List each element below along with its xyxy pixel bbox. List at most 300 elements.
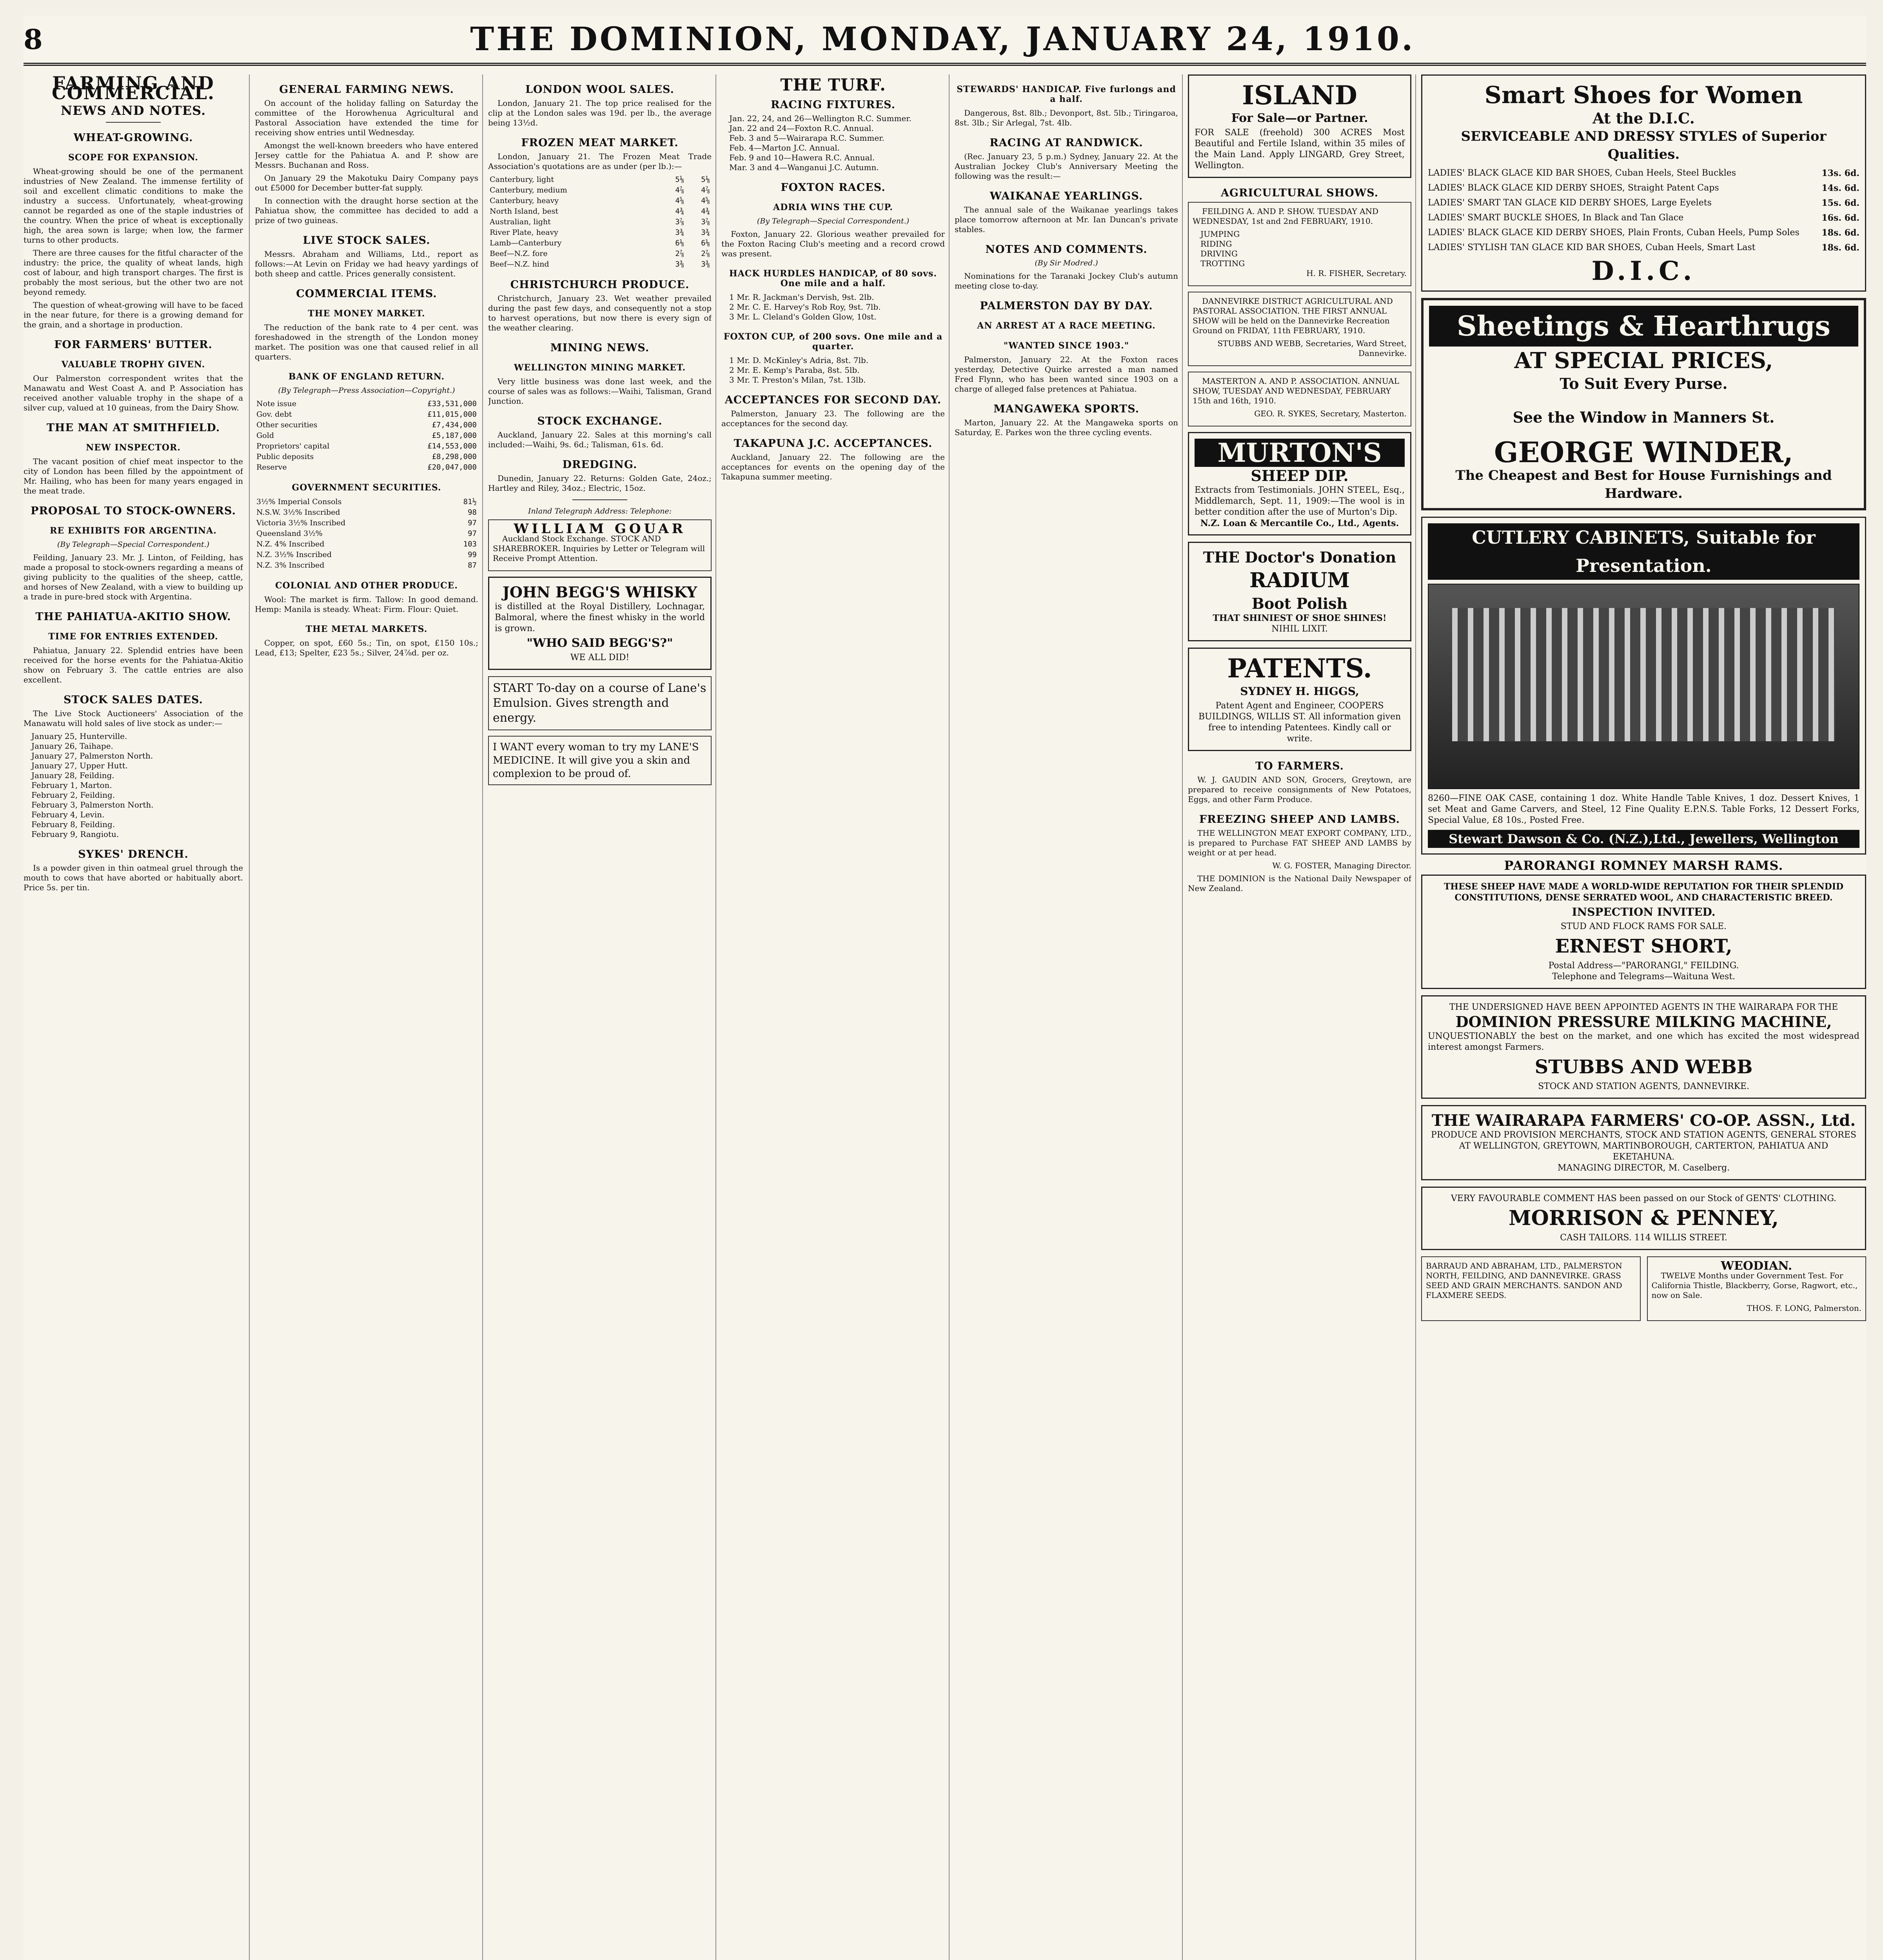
article-subheading: SCOPE FOR EXPANSION.	[68, 152, 198, 163]
article-paragraph: Dunedin, January 22. Returns: Golden Gate, 24oz.; Hartley and Riley, 34oz.; Electric, 15oz.	[488, 474, 712, 493]
article-paragraph: Very little business was done last week, and the course of sales was as follows:—Waihi, Talisman, Grand Junction.	[488, 377, 712, 406]
race-heading: STEWARDS' HANDICAP. Five furlongs and a half.	[957, 84, 1176, 104]
ad-subtitle: AT SPECIAL PRICES,	[1514, 348, 1773, 374]
list-item: February 4, Levin.	[31, 810, 105, 819]
table-row	[255, 507, 478, 518]
article-paragraph: Dangerous, 8st. 8lb.; Devonport, 8st. 5lb.; Tiringaroa, 8st. 3lb.; Sir Arlegal, 7st. 4lb.	[955, 108, 1178, 127]
article-heading: TO FARMERS.	[1255, 760, 1344, 772]
article-subheading: COLONIAL AND OTHER PRODUCE.	[275, 581, 458, 591]
ad-tagline: NIHIL LIXIT.	[1271, 624, 1328, 634]
column-rule	[482, 74, 483, 1960]
ad-contact: Postal Address—"PARORANGI," FEILDING.	[1548, 961, 1739, 971]
list-item: Jan. 22 and 24—Foxton R.C. Annual.	[729, 123, 874, 133]
table-cell: Lamb—Canterbury	[490, 239, 562, 247]
ad-brand: RADIUM	[1249, 568, 1350, 592]
article-paragraph: The annual sale of the Waikanae yearlings takes place tomorrow afternoon at Mr. Ian Duncan's private stables.	[955, 205, 1178, 234]
cutlery-cabinet-image	[1428, 584, 1859, 789]
article-heading: AGRICULTURAL SHOWS.	[1220, 187, 1379, 199]
price-line	[1428, 242, 1859, 254]
table-cell: 3½% Imperial Consols	[256, 497, 342, 506]
article-heading: LIVE STOCK SALES.	[303, 234, 430, 247]
table-cell: 87	[468, 561, 477, 570]
ad-title: DOMINION PRESSURE MILKING MACHINE,	[1455, 1013, 1832, 1031]
dic-shoes-advertisement	[1421, 74, 1866, 292]
murton-sheep-dip-advertisement	[1188, 432, 1411, 535]
article-paragraph: On January 29 the Makotuku Dairy Company pays out £5000 for December butter-fat supply.	[255, 173, 478, 192]
advertisement-column	[1421, 74, 1866, 1960]
ad-tagline: WE ALL DID!	[570, 653, 630, 662]
article-paragraph: The question of wheat-growing will have to be faced in the near future, for there is a growing demand for the grain, and a shortage in production.	[24, 300, 243, 329]
page-number: 8	[24, 23, 43, 56]
table-cell: 6⅛	[675, 239, 685, 247]
ad-title: ISLAND	[1242, 80, 1357, 111]
item-name: LADIES' BLACK GLACE KID DERBY SHOES, Plain Fronts, Cuban Heels, Pump Soles	[1428, 228, 1799, 238]
table-row	[255, 452, 478, 462]
article-paragraph: THE DOMINION is the National Daily Newspaper of New Zealand.	[1188, 874, 1411, 893]
article-subheading: THE METAL MARKETS.	[305, 624, 428, 634]
byline: (By Telegraph—Special Correspondent.)	[757, 217, 910, 225]
ad-text: THESE SHEEP HAVE MADE A WORLD-WIDE REPUTATION FOR THEIR SPLENDID CONSTITUTIONS, DENSE SERRATED WOOL, AND CHARACTERISTIC BREED.	[1444, 882, 1844, 903]
telegraph-line: Inland Telegraph Address: Telephone:	[528, 507, 672, 515]
article-paragraph: Foxton, January 22. Glorious weather prevailed for the Foxton Racing Club's meeting and a record crowd was present.	[721, 229, 945, 258]
list-item: Jan. 22, 24, and 26—Wellington R.C. Summer.	[729, 114, 912, 123]
ad-text: 8260—FINE OAK CASE, containing 1 doz. White Handle Table Knives, 1 doz. Dessert Knives, 1 set Meat and Game Carvers, and Steel, 12 Fine Quality E.P.N.S. Table Forks, 12 Dessert Forks, Special Value, £8 10s., Posted Free.	[1428, 793, 1859, 825]
ad-text: FEILDING A. AND P. SHOW. TUESDAY AND WEDNESDAY, 1st and 2nd FEBRUARY, 1910.	[1193, 207, 1379, 226]
table-row	[488, 185, 712, 196]
table-row	[255, 497, 478, 507]
lane-emulsion-advertisement: START To-day on a course of Lane's Emulsion. Gives strength and energy.	[488, 676, 712, 730]
race-result: 2 Mr. C. E. Harvey's Rob Roy, 9st. 7lb.	[729, 302, 881, 312]
table-cell: Gold	[256, 431, 274, 440]
ad-title: JOHN BEGG'S WHISKY	[502, 583, 697, 601]
ad-tagline: THAT SHINIEST OF SHOE SHINES!	[1213, 613, 1387, 623]
table-cell: 99	[468, 550, 477, 559]
table-cell: 5⅛	[701, 175, 710, 184]
ad-text: Patent Agent and Engineer, COOPERS BUILDINGS, WILLIS ST. All information given free to intending Patentees. Kindly call or write.	[1198, 701, 1401, 744]
article-subheading: AN ARREST AT A RACE MEETING.	[977, 321, 1156, 331]
byline: (By Sir Modred.)	[1035, 259, 1098, 267]
item-name: LADIES' STYLISH TAN GLACE KID BAR SHOES, Cuban Heels, Smart Last	[1428, 243, 1756, 252]
article-paragraph: Christchurch, January 23. Wet weather prevailed during the past few days, and consequently not a stop to harvest operations, but now there is every sign of the weather clearing.	[488, 294, 712, 332]
table-cell: 103	[463, 540, 477, 548]
item-name: LADIES' BLACK GLACE KID BAR SHOES, Cuban Heels, Steel Buckles	[1428, 168, 1736, 178]
column-rule	[1415, 74, 1416, 1960]
item-price: 15s. 6d.	[1821, 198, 1859, 208]
ad-title: Smart Shoes for Women	[1484, 82, 1803, 109]
article-paragraph: (Rec. January 23, 5 p.m.) Sydney, January 22. At the Australian Jockey Club's Anniversary Meeting the following was the result:—	[955, 152, 1178, 181]
table-cell: £11,015,000	[427, 410, 477, 419]
list-item: Feb. 9 and 10—Hawera R.C. Annual.	[729, 153, 875, 162]
masthead-title: THE DOMINION, MONDAY, JANUARY 24, 1910.	[470, 20, 1415, 58]
article-paragraph: THE WELLINGTON MEAT EXPORT COMPANY, LTD., is prepared to Purchase FAT SHEEP AND LAMBS by weight or at per head.	[1188, 828, 1411, 857]
table-cell: £8,298,000	[432, 452, 477, 461]
list-item: DRIVING	[1200, 249, 1238, 258]
table-cell: Reserve	[256, 463, 287, 472]
table-cell: Australian, light	[490, 218, 551, 226]
price-line	[1428, 227, 1859, 239]
article-subheading: VALUABLE TROPHY GIVEN.	[61, 359, 205, 370]
table-row	[488, 227, 712, 238]
list-item: February 8, Feilding.	[31, 820, 115, 829]
article-heading: FOR FARMERS' BUTTER.	[54, 339, 212, 351]
article-heading: LONDON WOOL SALES.	[525, 83, 674, 96]
divider	[572, 499, 627, 500]
item-name: LADIES' SMART TAN GLACE KID DERBY SHOES, Large Eyelets	[1428, 198, 1712, 208]
gouar-advertisement	[488, 519, 712, 571]
list-item: January 25, Hunterville.	[31, 731, 127, 741]
frozen-meat-table	[488, 174, 712, 270]
morrison-penney-advertisement	[1421, 1187, 1866, 1250]
article-paragraph: Auckland, January 22. The following are the acceptances for events on the opening day of the Takapuna summer meeting.	[721, 452, 945, 481]
list-item: Feb. 3 and 5—Wairarapa R.C. Summer.	[729, 133, 884, 143]
article-paragraph: London, January 21. The top price realised for the clip at the London sales was 19d. per lb., the average being 13½d.	[488, 98, 712, 127]
article-heading: TAKAPUNA J.C. ACCEPTANCES.	[734, 437, 933, 450]
table-cell: Proprietors' capital	[256, 442, 330, 450]
item-price: 16s. 6d.	[1821, 213, 1859, 223]
column-4	[721, 74, 945, 1960]
list-item: TROTTING	[1200, 259, 1245, 268]
ad-subtitle: INSPECTION INVITED.	[1572, 906, 1716, 918]
table-cell: Beef—N.Z. hind	[490, 260, 549, 269]
price-line	[1428, 212, 1859, 224]
column-rule	[949, 74, 950, 1960]
newspaper-page	[24, 16, 1866, 1960]
table-row	[488, 174, 712, 185]
bottom-ads-row	[1421, 1256, 1866, 1327]
patents-advertisement	[1188, 648, 1411, 751]
ad-text: See the Window in Manners St.	[1513, 408, 1775, 426]
article-subheading: "WANTED SINCE 1903."	[1003, 341, 1129, 351]
romney-rams-advertisement	[1421, 875, 1866, 989]
list-item: February 1, Marton.	[31, 780, 112, 790]
ad-title: PATENTS.	[1227, 653, 1372, 684]
table-cell: 4⅝	[675, 196, 685, 205]
article-heading: MANGAWEKA SPORTS.	[993, 403, 1140, 415]
table-cell: North Island, best	[490, 207, 558, 216]
table-row	[488, 238, 712, 249]
article-subheading: GOVERNMENT SECURITIES.	[292, 483, 441, 493]
column-rule	[715, 74, 716, 1960]
table-row	[488, 217, 712, 227]
article-paragraph: Marton, January 22. At the Mangaweka sports on Saturday, E. Parkes won the three cycling events.	[955, 418, 1178, 437]
advertiser-name: MORRISON & PENNEY,	[1508, 1206, 1779, 1230]
table-cell: 4⅞	[701, 186, 710, 194]
winder-advertisement	[1421, 298, 1866, 510]
race-result: 3 Mr. T. Preston's Milan, 7st. 13lb.	[729, 375, 866, 385]
milking-machine-advertisement	[1421, 995, 1866, 1099]
table-cell: £20,047,000	[427, 463, 477, 472]
table-cell: N.S.W. 3½% Inscribed	[256, 508, 340, 517]
article-paragraph: W. J. GAUDIN AND SON, Grocers, Greytown, are prepared to receive consignments of New Potatoes, Eggs, and other Farm Produce.	[1188, 775, 1411, 804]
article-heading: COMMERCIAL ITEMS.	[296, 288, 437, 300]
list-item: February 3, Palmerston North.	[31, 800, 154, 809]
ad-text: Extracts from Testimonials. JOHN STEEL, Esq., Middlemarch, Sept. 11, 1909:—The wool is in better condition after the use of Murton's Dip.	[1195, 485, 1405, 517]
article-heading: SYKES' DRENCH.	[78, 848, 189, 860]
list-item: February 2, Feilding.	[31, 790, 115, 800]
ad-text: TWELVE Months under Government Test. For California Thistle, Blackberry, Gorse, Ragwort, etc., now on Sale.	[1651, 1271, 1858, 1300]
byline: (By Telegraph—Special Correspondent.)	[57, 540, 210, 549]
ad-contact: GEO. R. SYKES, Secretary, Masterton.	[1254, 409, 1407, 418]
article-paragraph: Nominations for the Taranaki Jockey Club's autumn meeting close to-day.	[955, 271, 1178, 290]
item-price: 14s. 6d.	[1821, 183, 1859, 193]
column-5	[955, 74, 1178, 1960]
table-row	[255, 441, 478, 452]
ad-subtitle: SYDNEY H. HIGGS,	[1240, 685, 1359, 698]
list-item: January 27, Palmerston North.	[31, 751, 153, 760]
article-heading: STOCK SALES DATES.	[64, 694, 203, 706]
ad-contact: THOS. F. LONG, Palmerston.	[1747, 1303, 1861, 1313]
table-cell: Canterbury, medium	[490, 186, 567, 194]
race-result: 1 Mr. R. Jackman's Dervish, 9st. 2lb.	[729, 292, 874, 302]
ad-title: THE Doctor's Donation	[1203, 548, 1396, 566]
ad-text: STUD AND FLOCK RAMS FOR SALE.	[1560, 922, 1727, 931]
ad-text: PRODUCE AND PROVISION MERCHANTS, STOCK AND STATION AGENTS, GENERAL STORES AT WELLINGTON, GREYTOWN, MARTINBOROUGH, CARTERTON, PAHIATUA AND EKETAHUNA.	[1431, 1130, 1856, 1162]
article-heading: STOCK EXCHANGE.	[537, 415, 663, 427]
article-heading: DREDGING.	[562, 459, 637, 471]
ad-text: FOR SALE (freehold) 300 ACRES Most Beautiful and Fertile Island, within 35 miles of the Main Land. Apply LINGARD, Grey Street, Wellington.	[1195, 128, 1405, 171]
item-price: 18s. 6d.	[1821, 228, 1859, 238]
item-name: LADIES' SMART BUCKLE SHOES, In Black and Tan Glace	[1428, 213, 1684, 223]
article-subheading: RE EXHIBITS FOR ARGENTINA.	[50, 526, 217, 536]
column-6	[1188, 74, 1411, 1960]
article-heading: ACCEPTANCES FOR SECOND DAY.	[725, 394, 942, 406]
ad-text: Auckland Stock Exchange. STOCK AND SHAREBROKER. Inquiries by Letter or Telegram will Receive Prompt Attention.	[493, 534, 705, 563]
article-paragraph: Feilding, January 23. Mr. J. Linton, of Feilding, has made a proposal to stock-owners regarding a means of giving publicity to the qualities of the sheep, cattle, and horses of New Zealand, with a view to building up a trade in pure-bred stock with Argentina.	[24, 553, 243, 601]
table-cell: Canterbury, light	[490, 175, 554, 184]
table-cell: £7,434,000	[432, 421, 477, 429]
article-heading: PALMERSTON DAY BY DAY.	[980, 300, 1153, 312]
doctors-donation-advertisement	[1188, 542, 1411, 641]
article-paragraph: Palmerston, January 23. The following are the acceptances for the second day.	[721, 409, 945, 428]
article-paragraph: In connection with the draught horse section at the Pahiatua show, the committee has decided to add a prize of two guineas.	[255, 196, 478, 225]
table-cell: 4¾	[701, 207, 710, 216]
dannevirke-show-advertisement	[1188, 292, 1411, 366]
fixtures-list	[721, 114, 945, 172]
table-cell: 3¾	[675, 228, 685, 237]
ad-contact: H. R. FISHER, Secretary.	[1306, 269, 1407, 278]
table-cell: 3⅜	[675, 260, 685, 269]
article-heading: WHEAT-GROWING.	[73, 132, 193, 144]
begg-whisky-advertisement	[488, 577, 712, 670]
article-paragraph: Auckland, January 22. Sales at this morning's call included:—Waihi, 9s. 6d.; Talisman, 61s. 6d.	[488, 430, 712, 449]
ad-text: MASTERTON A. AND P. ASSOCIATION. ANNUAL SHOW, TUESDAY AND WEDNESDAY, FEBRUARY 15th and 16th, 1910.	[1193, 376, 1399, 405]
ad-subtitle: For Sale—or Partner.	[1231, 111, 1368, 125]
ad-title: Sheetings & Hearthrugs	[1429, 306, 1858, 347]
table-cell: River Plate, heavy	[490, 228, 558, 237]
table-cell: 2⅞	[675, 249, 685, 258]
advertiser-name: GEORGE WINDER,	[1494, 436, 1793, 469]
column-1	[24, 74, 243, 1960]
ad-contact: MANAGING DIRECTOR, M. Caselberg.	[1557, 1163, 1730, 1173]
table-cell: 4⅞	[675, 186, 685, 194]
table-row	[488, 206, 712, 217]
table-cell: N.Z. 3% Inscribed	[256, 561, 325, 570]
ad-text: UNQUESTIONABLY the best on the market, and one which has excited the most widespread interest amongst Farmers.	[1428, 1031, 1859, 1052]
ad-subtitle: SHEEP DIP.	[1251, 467, 1349, 485]
article-paragraph: London, January 21. The Frozen Meat Trade Association's quotations are as under (per lb.):—	[488, 152, 712, 171]
article-heading: PROPOSAL TO STOCK-OWNERS.	[31, 505, 236, 517]
ad-contact: STUBBS AND WEBB, Secretaries, Ward Street, Dannevirke.	[1217, 339, 1407, 358]
table-cell: 81½	[463, 497, 477, 506]
list-item: Mar. 3 and 4—Wanganui J.C. Autumn.	[729, 163, 879, 172]
masterton-show-advertisement	[1188, 372, 1411, 426]
column-rule	[1182, 74, 1183, 1960]
article-paragraph: Wheat-growing should be one of the permanent industries of New Zealand. The immense fertility of soil and excellent climatic conditions to make the industry a success. Unfortunately, wheat-growing cannot be regarded as one of the staple industries of the country. When the price of wheat is exceptionally high, the area sown is large; when low, the farmer turns to other products.	[24, 167, 243, 245]
advertiser-name: ERNEST SHORT,	[1555, 935, 1732, 957]
article-paragraph: On account of the holiday falling on Saturday the committee of the Horowhenua Agricultural and Pastoral Association have extended the time for receiving show entries until Wednesday.	[255, 98, 478, 137]
table-cell: 98	[468, 508, 477, 517]
ad-text: is distilled at the Royal Distillery, Lochnagar, Balmoral, where the finest whisky in the world is grown.	[495, 602, 705, 633]
island-advertisement	[1188, 74, 1411, 178]
ad-title: MURTON'S	[1195, 439, 1405, 467]
article-paragraph: Pahiatua, January 22. Splendid entries have been received for the horse events for the Pahiatua-Akitio show on February 3. The cattle entries are also excellent.	[24, 646, 243, 684]
ad-title: THE WAIRARAPA FARMERS' CO-OP. ASSN., Ltd.	[1431, 1111, 1856, 1130]
table-row	[488, 249, 712, 259]
bank-return-table	[255, 399, 478, 473]
column-rule	[249, 74, 250, 1960]
weodian-advertisement	[1647, 1256, 1867, 1321]
race-heading: FOXTON CUP, of 200 sovs. One mile and a quarter.	[723, 332, 943, 352]
table-cell: N.Z. 4% Inscribed	[256, 540, 325, 548]
article-subheading: TIME FOR ENTRIES EXTENDED.	[48, 632, 218, 642]
table-row	[488, 196, 712, 206]
lane-medicine-advertisement: I WANT every woman to try my LANE'S MEDICINE. It will give you a skin and complexion to be proud of.	[488, 736, 712, 785]
table-cell: 3¾	[701, 228, 710, 237]
article-paragraph: Our Palmerston correspondent writes that the Manawatu and West Coast A. and P. Association has received another valuable trophy in the shape of a silver cup, valued at 10 guineas, from the Dairy Show.	[24, 374, 243, 412]
table-cell: 5⅛	[675, 175, 685, 184]
article-heading: MINING NEWS.	[550, 342, 650, 354]
table-cell: 3⅞	[675, 218, 685, 226]
advertiser-name: STUBBS AND WEBB	[1534, 1056, 1753, 1078]
article-heading: THE MAN AT SMITHFIELD.	[46, 422, 220, 434]
list-item: January 27, Upper Hutt.	[31, 761, 128, 770]
article-paragraph: The vacant position of chief meat inspector to the city of London has been filled by the appointment of Mr. Hailing, who has been for many years engaged in the meat trade.	[24, 457, 243, 495]
article-heading: WAIKANAE YEARLINGS.	[990, 190, 1143, 202]
table-row	[255, 462, 478, 473]
article-paragraph: The Live Stock Auctioneers' Association of the Manawatu will hold sales of live stock as under:—	[24, 709, 243, 728]
article-heading: CHRISTCHURCH PRODUCE.	[510, 279, 690, 291]
ad-text: VERY FAVOURABLE COMMENT HAS been passed on our Stock of GENTS' CLOTHING.	[1451, 1194, 1837, 1203]
ad-title: WEODIAN.	[1721, 1259, 1792, 1273]
table-row	[255, 528, 478, 539]
article-paragraph: Palmerston, January 22. At the Foxton races yesterday, Detective Quirke arrested a man named Fred Flynn, who has been wanted since 1903 on a charge of alleged false pretences at Pahiatua.	[955, 355, 1178, 394]
feilding-show-advertisement	[1188, 202, 1411, 286]
table-row	[255, 560, 478, 571]
article-heading: RACING FIXTURES.	[771, 99, 895, 111]
table-row	[255, 399, 478, 409]
barraud-advertisement: BARRAUD AND ABRAHAM, LTD., PALMERSTON NORTH, FEILDING, AND DANNEVIRKE. GRASS SEED AND GRAIN MERCHANTS. SANDON AND FLAXMERE SEEDS.	[1421, 1256, 1641, 1321]
article-subheading: NEW INSPECTOR.	[86, 443, 181, 453]
dic-logo: D.I.C.	[1591, 256, 1696, 286]
race-result: 1 Mr. D. McKinley's Adria, 8st. 7lb.	[729, 356, 869, 365]
table-cell: Note issue	[256, 399, 297, 408]
shoe-price-list	[1428, 167, 1859, 254]
table-cell: 4⅝	[701, 196, 710, 205]
table-cell: 6⅛	[701, 239, 710, 247]
article-heading: FREEZING SHEEP AND LAMBS.	[1199, 813, 1400, 826]
wairarapa-farmers-advertisement	[1421, 1105, 1866, 1180]
table-cell: 4¾	[675, 207, 685, 216]
ad-tagline: The Cheapest and Best for House Furnishings and Hardware.	[1455, 468, 1832, 501]
table-row	[255, 518, 478, 528]
ad-contact: CASH TAILORS. 114 WILLIS STREET.	[1560, 1233, 1727, 1243]
table-cell: £33,531,000	[427, 399, 477, 408]
byline: (By Telegraph—Press Association—Copyright.)	[278, 386, 455, 395]
table-row	[255, 409, 478, 420]
ad-subtitle: Boot Polish	[1251, 595, 1348, 612]
table-row	[488, 259, 712, 270]
table-cell: 97	[468, 519, 477, 527]
price-line	[1428, 197, 1859, 209]
table-row	[255, 430, 478, 441]
advertiser-name: WILLIAM GOUAR	[514, 521, 686, 537]
table-cell: £14,553,000	[427, 442, 477, 450]
list-item: January 28, Feilding.	[31, 771, 114, 780]
price-line	[1428, 167, 1859, 179]
race-result: 2 Mr. E. Kemp's Paraba, 8st. 5lb.	[729, 365, 860, 375]
article-paragraph: Messrs. Abraham and Williams, Ltd., report as follows:—At Levin on Friday we had heavy yardings of both sheep and cattle. Prices generally consistent.	[255, 249, 478, 278]
turf-heading: THE TURF.	[780, 75, 886, 94]
list-item: February 9, Rangiotu.	[31, 829, 119, 839]
article-heading: GENERAL FARMING NEWS.	[279, 83, 454, 96]
list-item: JUMPING	[1200, 229, 1240, 239]
article-subheading: THE MONEY MARKET.	[308, 309, 425, 319]
article-heading: PARORANGI ROMNEY MARSH RAMS.	[1504, 858, 1783, 873]
section-title: FARMING AND COMMERCIAL.	[52, 74, 215, 103]
race-heading: HACK HURDLES HANDICAP, of 80 sovs. One mile and a half.	[729, 269, 937, 289]
ad-text: THE UNDERSIGNED HAVE BEEN APPOINTED AGENTS IN THE WAIRARAPA FOR THE	[1449, 1002, 1838, 1012]
table-cell: 97	[468, 529, 477, 538]
ad-title: CUTLERY CABINETS, Suitable for Presentation.	[1428, 523, 1859, 580]
table-cell: Beef—N.Z. fore	[490, 249, 548, 258]
sale-dates-list	[24, 731, 243, 839]
race-result: 3 Mr. L. Cleland's Golden Glow, 10st.	[729, 312, 877, 321]
ad-subtitle: At the D.I.C.	[1592, 109, 1695, 127]
table-row	[255, 539, 478, 550]
table-row	[255, 420, 478, 430]
article-heading: RACING AT RANDWICK.	[990, 137, 1143, 149]
table-cell: N.Z. 3½% Inscribed	[256, 550, 332, 559]
table-cell: 3⅜	[701, 260, 710, 269]
ad-contact: Telephone and Telegrams—Waituna West.	[1552, 972, 1736, 982]
item-name: LADIES' BLACK GLACE KID DERBY SHOES, Straight Patent Caps	[1428, 183, 1719, 193]
table-row	[255, 550, 478, 560]
list-item: Feb. 4—Marton J.C. Annual.	[729, 143, 840, 152]
ad-slogan: "WHO SAID BEGG'S?"	[527, 636, 673, 650]
article-paragraph: The reduction of the bank rate to 4 per cent. was foreshadowed in the strength of the London money market. The position was one that caused relief in all quarters.	[255, 323, 478, 361]
article-subheading: WELLINGTON MINING MARKET.	[514, 363, 686, 373]
section-subtitle: NEWS AND NOTES.	[60, 103, 206, 118]
table-cell: Queensland 3½%	[256, 529, 323, 538]
table-cell: £5,187,000	[432, 431, 477, 440]
article-paragraph: Copper, on spot, £60 5s.; Tin, on spot, £150 10s.; Lead, £13; Spelter, £23 5s.; Silver, 24⅞d. per oz.	[255, 638, 478, 657]
ad-text: DANNEVIRKE DISTRICT AGRICULTURAL AND PASTORAL ASSOCIATION. THE FIRST ANNUAL SHOW will be held on the Dannevirke Recreation Ground on FRIDAY, 11th FEBRUARY, 1910.	[1193, 296, 1393, 335]
item-price: 18s. 6d.	[1821, 243, 1859, 253]
ad-contact: STOCK AND STATION AGENTS, DANNEVIRKE.	[1538, 1082, 1750, 1091]
column-2	[255, 74, 478, 1960]
article-heading: NOTES AND COMMENTS.	[985, 243, 1148, 256]
column-3	[488, 74, 712, 1960]
article-paragraph: There are three causes for the fitful character of the industry: the price, the quality of wheat lands, high cost of labour, and high transport charges. The first is probably the most serious, but the other two are not beyond remedy.	[24, 248, 243, 297]
table-cell: 3⅞	[701, 218, 710, 226]
securities-table	[255, 497, 478, 571]
ad-tagline: SERVICEABLE AND DRESSY STYLES of Superior Qualities.	[1461, 129, 1827, 162]
ad-tagline: To Suit Every Purse.	[1560, 375, 1728, 392]
article-paragraph: Is a powder given in thin oatmeal gruel through the mouth to cows that have aborted or habitually abort. Price 5s. per tin.	[24, 863, 243, 892]
cutlery-advertisement	[1421, 517, 1866, 855]
article-subheading: BANK OF ENGLAND RETURN.	[288, 372, 445, 382]
item-price: 13s. 6d.	[1821, 168, 1859, 178]
